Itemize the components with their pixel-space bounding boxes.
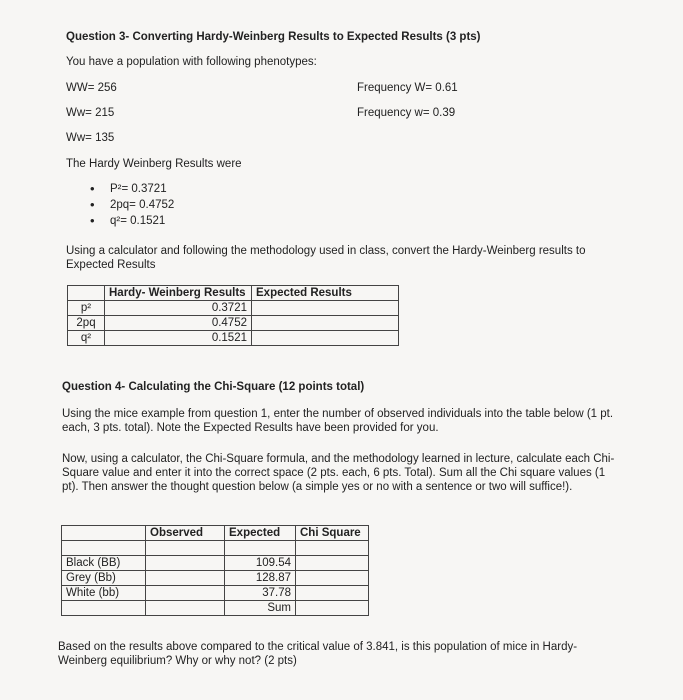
expected-value: 109.54	[225, 556, 296, 571]
table-row	[62, 601, 369, 616]
q4-para1: Using the mice example from question 1, enter the number of observed individuals into the table below (1 pt. each, 3 pts. total). Note the Expected Results have been provided for you.	[62, 408, 614, 434]
expected-cell[interactable]	[252, 301, 399, 316]
table-row	[68, 316, 399, 331]
chi-square-cell[interactable]	[296, 586, 369, 601]
table-header-hw: Hardy- Weinberg Results	[105, 286, 252, 301]
table-row	[68, 331, 399, 346]
q4-title: Question 4- Calculating the Chi-Square (12 points total)	[62, 381, 365, 393]
row-label: Grey (Bb)	[62, 571, 146, 586]
table-row	[62, 571, 369, 586]
hw-results-list	[82, 181, 174, 229]
spacer-cell	[146, 541, 225, 556]
chi-square-cell[interactable]	[296, 571, 369, 586]
table-row	[62, 541, 369, 556]
chi-square-sum-cell[interactable]	[296, 601, 369, 616]
closing-question: Based on the results above compared to the critical value of 3.841, is this population of mice in Hardy-Weinberg equilibrium? Why or why not? (2 pts)	[58, 641, 578, 667]
row-label	[62, 601, 146, 616]
q4-para2: Now, using a calculator, the Chi-Square formula, and the methodology learned in lecture, calculate each Chi-Square value and enter it into the correct space (2 pts. each, 6 pts. Total). Sum all the Chi square values (1 pt). Then answer the thought question below (a simple yes or no with a sentence or two will suffice!).	[62, 453, 615, 493]
sum-label: Sum	[225, 601, 296, 616]
table-row	[68, 301, 399, 316]
table-header-expected: Expected	[225, 526, 296, 541]
genotype-w-small: Ww= 135	[66, 132, 115, 144]
chi-square-cell[interactable]	[296, 556, 369, 571]
q3-instruction: Using a calculator and following the methodology used in class, convert the Hardy-Weinberg results to Expected Results	[66, 245, 586, 271]
hw-results-label: The Hardy Weinberg Results were	[66, 158, 242, 170]
table-header-expected: Expected Results	[252, 286, 399, 301]
table-header-empty	[62, 526, 146, 541]
table-header-row	[68, 286, 399, 301]
genotype-ww-second: Ww= 215	[66, 107, 115, 119]
row-label: q²	[68, 331, 105, 346]
chi-square-table	[61, 525, 369, 616]
genotype-ww: WW= 256	[66, 82, 117, 94]
hw-value: 0.3721	[105, 301, 252, 316]
observed-cell[interactable]	[146, 586, 225, 601]
hw-bullet-q2: • q²= 0.1521	[82, 213, 174, 229]
table-header-observed: Observed	[146, 526, 225, 541]
frequency-w: Frequency W= 0.61	[357, 82, 458, 94]
expected-cell[interactable]	[252, 331, 399, 346]
table-row	[62, 556, 369, 571]
q3-title: Question 3- Converting Hardy-Weinberg Results to Expected Results (3 pts)	[66, 31, 481, 43]
frequency-w-small: Frequency w= 0.39	[357, 107, 456, 119]
hw-value: 0.4752	[105, 316, 252, 331]
observed-cell	[146, 601, 225, 616]
row-label: White (bb)	[62, 586, 146, 601]
table-header-chi-square: Chi Square	[296, 526, 369, 541]
table-header-row	[62, 526, 369, 541]
row-label: Black (BB)	[62, 556, 146, 571]
expected-cell[interactable]	[252, 316, 399, 331]
expected-value: 128.87	[225, 571, 296, 586]
table-header-empty	[68, 286, 105, 301]
hw-value: 0.1521	[105, 331, 252, 346]
table-row	[62, 586, 369, 601]
hw-table	[67, 285, 399, 346]
hw-bullet-2pq: • 2pq= 0.4752	[82, 197, 174, 213]
observed-cell[interactable]	[146, 556, 225, 571]
spacer-cell	[296, 541, 369, 556]
expected-value: 37.78	[225, 586, 296, 601]
row-label: 2pq	[68, 316, 105, 331]
observed-cell[interactable]	[146, 571, 225, 586]
spacer-cell	[62, 541, 146, 556]
spacer-cell	[225, 541, 296, 556]
hw-bullet-p2: • P²= 0.3721	[82, 181, 174, 197]
row-label: p²	[68, 301, 105, 316]
q3-intro: You have a population with following phenotypes:	[66, 56, 317, 68]
